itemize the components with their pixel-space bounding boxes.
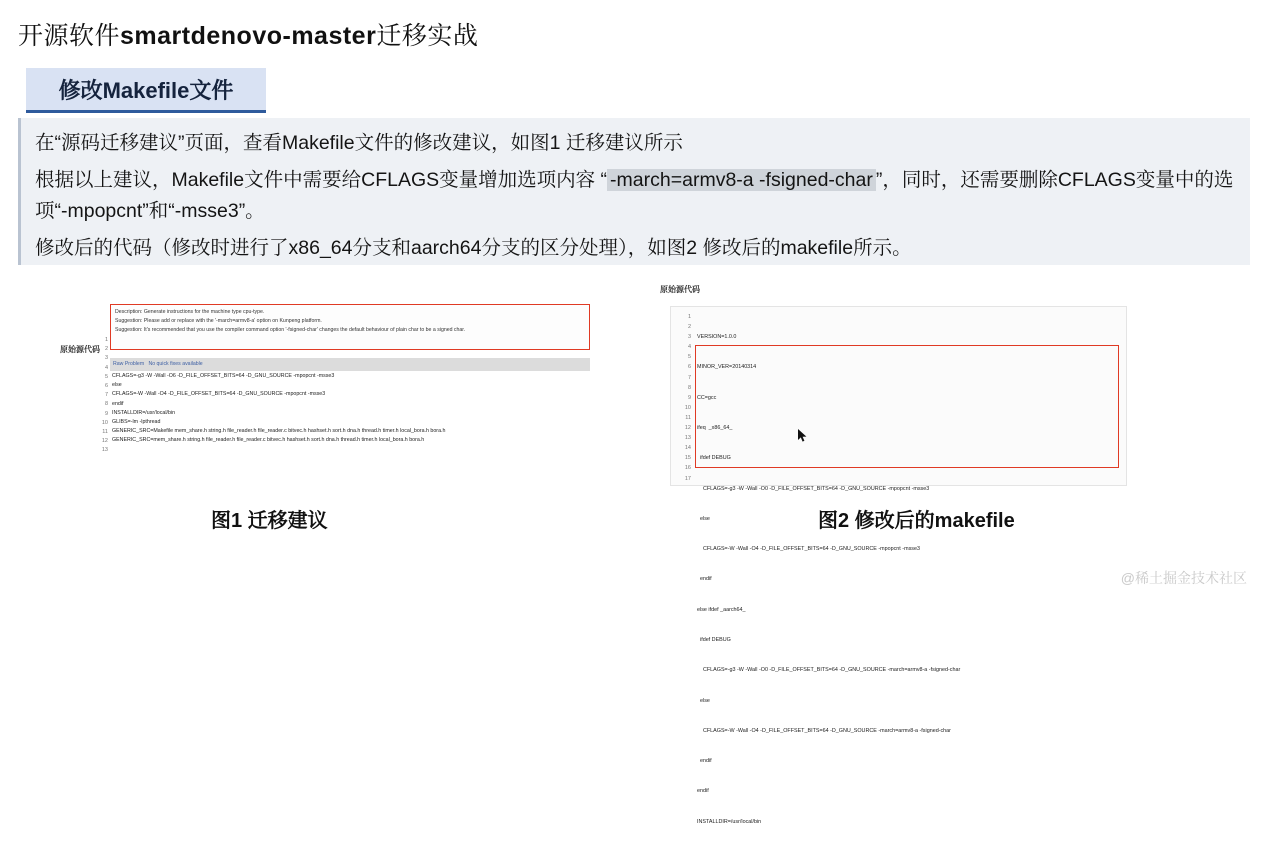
body-paragraph-2 [35,165,1236,227]
code-line: else ifdef _aarch64_ [697,606,746,613]
figure-1-side-label: 原始源代码 [60,345,100,354]
code-line: else [697,697,710,704]
line-number: 8 [104,401,108,408]
code-line: INSTALLDIR=/usr/local/bin [112,409,176,416]
code-line: endif [697,576,712,583]
line-number: 13 [101,447,108,454]
advice-line-3: Suggestion: It's recommended that you use the compiler command option '-fsigned-char' changes the default behaviour of plain char to be a signed char. [115,327,466,333]
figure-2-caption: 图2 修改后的makefile [818,510,1015,532]
line-number: 7 [687,374,691,381]
line-number: 3 [104,355,108,362]
line-number: 10 [684,404,691,411]
figure-2-side-label: 原始源代码 [660,285,700,294]
code-line: CFLAGS=-W -Wall -O4 -D_FILE_OFFSET_BITS=64 -D_GNU_SOURCE -mpopcnt -msse3 [112,391,326,398]
code-line: endif [697,758,712,765]
line-number: 4 [687,344,691,351]
code-line: ifdef DEBUG [697,455,731,462]
line-number: 1 [104,337,108,343]
body-paragraph-3: 修改后的代码（修改时进行了x86_64分支和aarch64分支的区分处理），如图2 修改后的makefile所示。 [35,237,912,259]
code-line: endif [112,400,124,407]
inline-code-cflags-option: -march=armv8-a -fsigned-char [607,169,876,191]
code-line: ifeq _x86_64_ [697,425,733,432]
section-heading: 修改Makefile文件 [26,68,266,113]
figure-1-advice-box [110,304,590,350]
code-line: else [697,515,710,522]
figure-1-highlight-row-text [113,359,203,370]
advice-line-2: Suggestion: Please add or replace with the '-march=armv8-a' option on Kunpeng platform. [115,318,322,324]
line-number: 11 [102,429,108,436]
body-text-block [18,118,1250,265]
figure-1-code [112,372,592,446]
advice-line-1: Description: Generate instructions for the machine type cpu-type. [115,309,265,315]
line-number: 13 [684,435,691,442]
line-number: 5 [687,354,691,361]
line-number: 14 [684,445,691,452]
code-line: GENERIC_SRC=mem_share.h string.h file_reader.h file_reader.c bitvec.h hashset.h sort.h dna.h thread.h timer.h local_bora.h bora.h [112,437,425,444]
body-paragraph-2-part-b: ”，同时，还需要删除CFLAGS变量中的选项“-mpopcnt”和“-msse3”。 [35,169,1234,222]
line-number: 11 [685,414,691,421]
figure-1-line-numbers [94,336,108,456]
figure-1-migration-advice [60,302,605,487]
title-prefix: 开源软件 [18,22,121,50]
code-line: CC=gcc [697,394,717,401]
code-line: else [112,382,122,389]
advice-tag-blue: Raw Problem [113,361,145,367]
line-number: 10 [101,419,108,426]
line-number: 9 [104,410,108,417]
page-title [18,16,478,52]
code-line: INSTALLDIR=/usr/local/bin [697,818,762,825]
line-number: 2 [104,346,108,353]
line-number: 4 [104,364,108,371]
line-number: 1 [687,314,691,320]
figure-2-line-numbers [675,312,691,484]
code-line: endif [697,788,709,795]
line-number: 12 [101,438,108,445]
line-number: 5 [104,373,108,380]
line-number: 6 [104,383,108,390]
code-line: GLIBS=-lm -lpthread [112,419,161,426]
line-number: 16 [684,465,691,472]
code-line: CFLAGS=-W -Wall -O4 -D_FILE_OFFSET_BITS=64 -D_GNU_SOURCE -march=armv8-a -fsigned-char [697,727,951,734]
watermark: @稀土掘金技术社区 [1120,570,1247,586]
code-line: CFLAGS=-W -Wall -O4 -D_FILE_OFFSET_BITS=64 -D_GNU_SOURCE -mpopcnt -msse3 [697,546,920,553]
line-number: 6 [687,364,691,371]
code-line: VERSION=1.0.0 [697,334,737,341]
code-line: MINOR_VER=20140314 [697,364,757,371]
code-line: CFLAGS=-g3 -W -Wall -O6 -D_FILE_OFFSET_BITS=64 -D_GNU_SOURCE -mpopcnt -msse3 [112,373,335,379]
figure-2-code [697,312,1117,847]
code-line: GENERIC_SRC=Makefile mem_share.h string.h file_reader.h file_reader.c bitvec.h hashset.h sort.h dna.h thread.h timer.h local_bora.h bora.h [112,428,446,435]
line-number: 8 [687,384,691,391]
code-line: CFLAGS=-g3 -W -Wall -O0 -D_FILE_OFFSET_BITS=64 -D_GNU_SOURCE -march=armv8-a -fsigned-char [697,667,961,674]
line-number: 17 [684,475,691,482]
line-number: 3 [687,334,691,341]
line-number: 12 [684,425,691,432]
line-number: 2 [687,324,691,331]
body-paragraph-2-part-a: 根据以上建议，Makefile文件中需要给CFLAGS变量增加选项内容 “ [35,169,608,191]
figure-1-caption: 图1 迁移建议 [211,510,328,532]
title-suffix: 迁移实战 [376,22,479,50]
line-number: 15 [684,455,691,462]
line-number: 7 [104,392,108,399]
code-line: CFLAGS=-g3 -W -Wall -O0 -D_FILE_OFFSET_BITS=64 -D_GNU_SOURCE -mpopcnt -msse3 [697,485,930,492]
title-bold: smartdenovo-master [120,22,377,50]
code-line: ifdef DEBUG [697,637,731,643]
body-paragraph-1: 在“源码迁移建议”页面，查看Makefile文件的修改建议，如图1 迁移建议所示 [35,132,683,154]
line-number: 9 [687,394,691,401]
mouse-cursor-icon [798,429,808,443]
advice-tag-text: No quick fixes available [148,361,203,367]
